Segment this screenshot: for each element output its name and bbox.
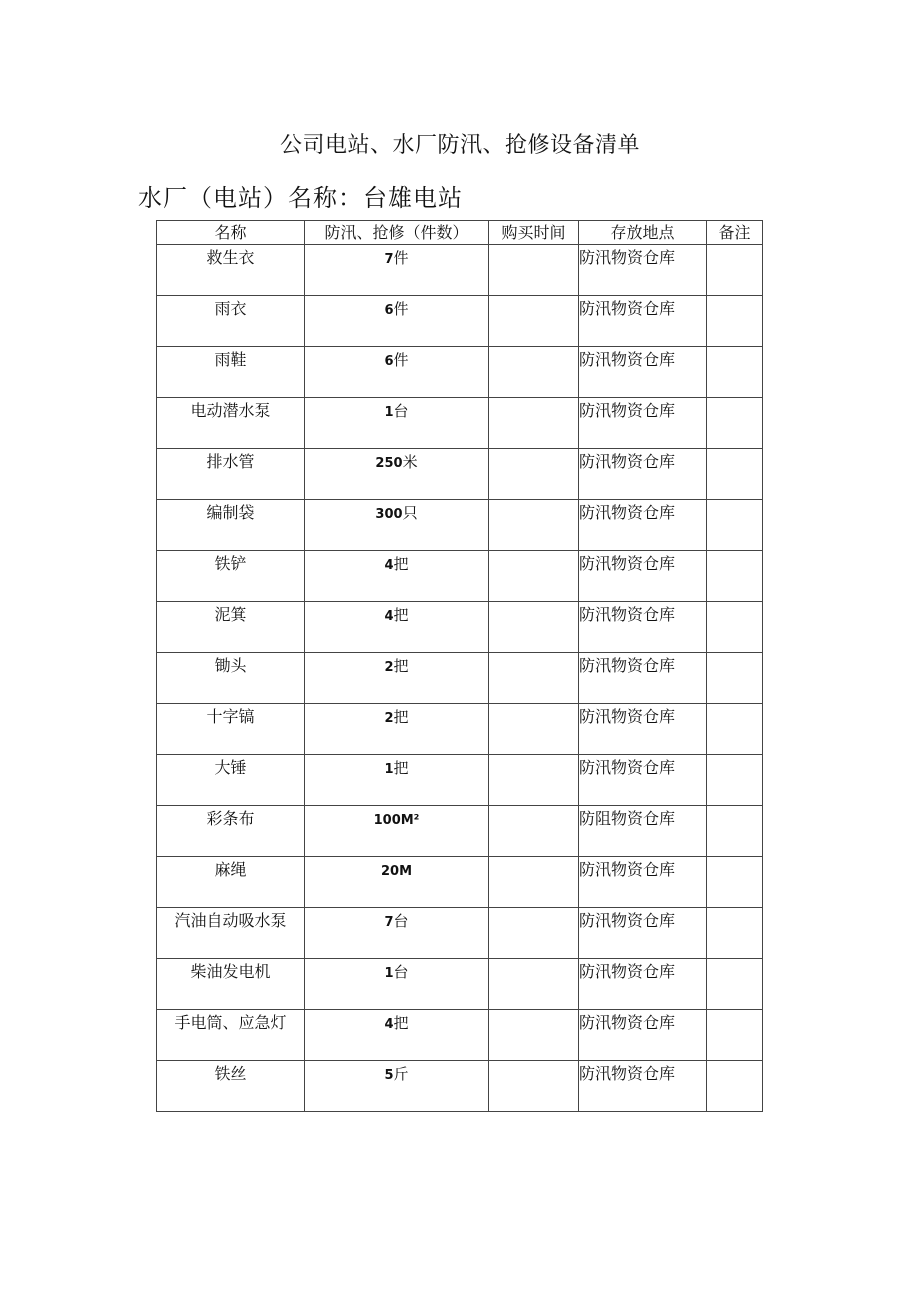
item-quantity [305, 296, 489, 347]
table-row [157, 602, 763, 653]
item-name: 雨鞋 [157, 347, 305, 398]
item-storage-location: 防汛物资仓库 [579, 755, 707, 806]
quantity-number: 6 [384, 303, 394, 318]
quantity-number: 100M² [373, 813, 420, 828]
item-storage-location: 防汛物资仓库 [579, 1061, 707, 1112]
item-purchase-time [489, 602, 579, 653]
item-remarks [707, 347, 763, 398]
quantity-number: 7 [384, 915, 394, 930]
item-quantity [305, 551, 489, 602]
item-name: 泥箕 [157, 602, 305, 653]
item-purchase-time [489, 398, 579, 449]
item-purchase-time [489, 908, 579, 959]
item-remarks [707, 857, 763, 908]
item-storage-location: 防汛物资仓库 [579, 296, 707, 347]
item-quantity [305, 857, 489, 908]
item-name: 手电筒、应急灯 [157, 1010, 305, 1061]
item-remarks [707, 245, 763, 296]
item-quantity [305, 398, 489, 449]
quantity-number: 4 [384, 558, 394, 573]
table-row [157, 908, 763, 959]
item-purchase-time [489, 449, 579, 500]
item-purchase-time [489, 806, 579, 857]
quantity-unit: 件 [393, 351, 409, 369]
table-row [157, 245, 763, 296]
table-row [157, 857, 763, 908]
item-remarks [707, 806, 763, 857]
table-row [157, 653, 763, 704]
item-quantity [305, 1010, 489, 1061]
table-row [157, 449, 763, 500]
header-storage-location: 存放地点 [579, 221, 707, 245]
item-name: 柴油发电机 [157, 959, 305, 1010]
item-purchase-time [489, 551, 579, 602]
item-quantity [305, 908, 489, 959]
item-name: 救生衣 [157, 245, 305, 296]
station-name-line: 水厂（电站）名称：台雄电站 [138, 184, 463, 212]
quantity-unit: 把 [393, 708, 409, 726]
item-storage-location: 防汛物资仓库 [579, 1010, 707, 1061]
item-quantity [305, 806, 489, 857]
quantity-number: 2 [384, 711, 394, 726]
quantity-number: 250 [375, 456, 403, 471]
table-header [157, 221, 763, 245]
table-row [157, 296, 763, 347]
quantity-unit: 把 [393, 1014, 409, 1032]
table-row [157, 551, 763, 602]
item-purchase-time [489, 704, 579, 755]
item-quantity [305, 704, 489, 755]
item-name: 大锤 [157, 755, 305, 806]
quantity-unit: 台 [393, 402, 409, 420]
item-name: 电动潜水泵 [157, 398, 305, 449]
item-name: 排水管 [157, 449, 305, 500]
table-row [157, 398, 763, 449]
header-remarks: 备注 [707, 221, 763, 245]
item-purchase-time [489, 755, 579, 806]
item-quantity [305, 500, 489, 551]
quantity-unit: 把 [393, 555, 409, 573]
quantity-unit: 把 [393, 606, 409, 624]
table-row [157, 959, 763, 1010]
item-storage-location: 防汛物资仓库 [579, 959, 707, 1010]
quantity-unit: 把 [393, 759, 409, 777]
quantity-number: 1 [384, 762, 394, 777]
quantity-number: 4 [384, 1017, 394, 1032]
item-storage-location: 防汛物资仓库 [579, 398, 707, 449]
item-name: 彩条布 [157, 806, 305, 857]
item-storage-location: 防汛物资仓库 [579, 908, 707, 959]
item-name: 锄头 [157, 653, 305, 704]
item-name: 汽油自动吸水泵 [157, 908, 305, 959]
quantity-number: 2 [384, 660, 394, 675]
quantity-number: 7 [384, 252, 394, 267]
item-purchase-time [489, 1061, 579, 1112]
quantity-unit: 台 [393, 912, 409, 930]
quantity-unit: 件 [393, 249, 409, 267]
quantity-number: 300 [375, 507, 403, 522]
item-name: 十字镐 [157, 704, 305, 755]
item-purchase-time [489, 1010, 579, 1061]
header-name: 名称 [157, 221, 305, 245]
item-remarks [707, 908, 763, 959]
item-purchase-time [489, 245, 579, 296]
item-storage-location: 防汛物资仓库 [579, 500, 707, 551]
table-row [157, 500, 763, 551]
item-storage-location: 防汛物资仓库 [579, 551, 707, 602]
page-title: 公司电站、水厂防汛、抢修设备清单 [279, 133, 640, 158]
item-remarks [707, 449, 763, 500]
item-storage-location: 防汛物资仓库 [579, 602, 707, 653]
quantity-number: 6 [384, 354, 394, 369]
table-body [157, 245, 763, 1112]
table-row [157, 704, 763, 755]
item-name: 麻绳 [157, 857, 305, 908]
quantity-unit: 台 [393, 963, 409, 981]
item-storage-location: 防汛物资仓库 [579, 704, 707, 755]
table-row [157, 755, 763, 806]
item-storage-location: 防阻物资仓库 [579, 806, 707, 857]
item-remarks [707, 653, 763, 704]
item-storage-location: 防汛物资仓库 [579, 245, 707, 296]
item-storage-location: 防汛物资仓库 [579, 449, 707, 500]
item-remarks [707, 500, 763, 551]
item-storage-location: 防汛物资仓库 [579, 857, 707, 908]
quantity-unit: 件 [393, 300, 409, 318]
quantity-number: 20M [380, 864, 413, 879]
item-remarks [707, 1061, 763, 1112]
item-quantity [305, 653, 489, 704]
equipment-table [156, 220, 763, 1112]
table-row [157, 1010, 763, 1061]
item-quantity [305, 449, 489, 500]
item-quantity [305, 347, 489, 398]
item-name: 雨衣 [157, 296, 305, 347]
quantity-unit: 斤 [393, 1065, 409, 1083]
item-quantity [305, 755, 489, 806]
item-remarks [707, 602, 763, 653]
item-purchase-time [489, 857, 579, 908]
item-name: 铁铲 [157, 551, 305, 602]
item-quantity [305, 1061, 489, 1112]
header-quantity: 防汛、抢修（件数） [305, 221, 489, 245]
item-purchase-time [489, 296, 579, 347]
item-name: 铁丝 [157, 1061, 305, 1112]
item-quantity [305, 602, 489, 653]
item-storage-location: 防汛物资仓库 [579, 347, 707, 398]
quantity-number: 1 [384, 405, 394, 420]
item-quantity [305, 245, 489, 296]
item-purchase-time [489, 500, 579, 551]
header-row [157, 221, 763, 245]
item-remarks [707, 1010, 763, 1061]
quantity-unit: 只 [402, 504, 418, 522]
item-remarks [707, 398, 763, 449]
item-remarks [707, 704, 763, 755]
item-remarks [707, 551, 763, 602]
item-purchase-time [489, 347, 579, 398]
item-purchase-time [489, 653, 579, 704]
quantity-number: 5 [384, 1068, 394, 1083]
item-remarks [707, 755, 763, 806]
item-remarks [707, 959, 763, 1010]
quantity-number: 4 [384, 609, 394, 624]
item-purchase-time [489, 959, 579, 1010]
item-storage-location: 防汛物资仓库 [579, 653, 707, 704]
table-row [157, 347, 763, 398]
quantity-unit: 把 [393, 657, 409, 675]
quantity-number: 1 [384, 966, 394, 981]
item-name: 编制袋 [157, 500, 305, 551]
quantity-unit: 米 [402, 453, 418, 471]
header-purchase-time: 购买时间 [489, 221, 579, 245]
table-row [157, 806, 763, 857]
item-remarks [707, 296, 763, 347]
item-quantity [305, 959, 489, 1010]
table-row [157, 1061, 763, 1112]
